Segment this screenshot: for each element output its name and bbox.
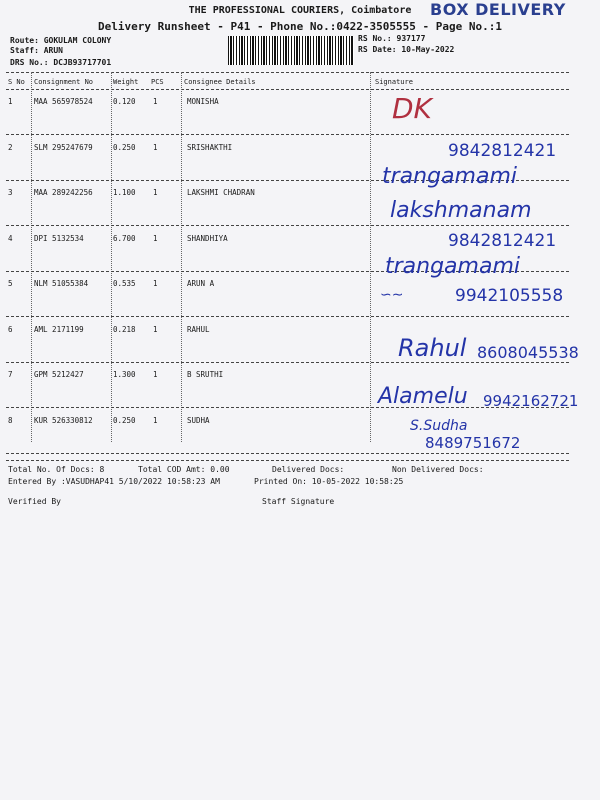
cell-consignment: DPI 5132534: [34, 233, 84, 243]
handwritten-signature: Rahul: [398, 334, 467, 362]
col-header-weight: Weight: [113, 78, 139, 86]
table-top-rule: [6, 72, 569, 73]
cell-consignee: LAKSHMI CHADRAN: [187, 188, 255, 197]
cell-consignee: RAHUL: [187, 324, 210, 334]
cell-sno: 7: [8, 370, 13, 379]
box-delivery-stamp: BOX DELIVERY: [430, 0, 566, 19]
cell-consignment: KUR 526330812: [34, 415, 93, 425]
handwritten-mark: ∽∼: [380, 287, 404, 303]
delivered-docs: Delivered Docs:: [272, 465, 345, 474]
cell-pcs: 1: [153, 233, 158, 243]
col-header-consignment: Consignment No: [34, 78, 94, 86]
handwritten-phone: 9942162721: [483, 392, 579, 410]
footer-rule: [6, 460, 569, 461]
cell-pcs: 1: [153, 279, 158, 288]
column-divider: [111, 72, 112, 442]
handwritten-signature: Alamelu: [378, 384, 468, 409]
cell-pcs: 1: [153, 370, 158, 379]
col-header-consignee: Consignee Details: [184, 78, 256, 86]
col-header-signature: Signature: [375, 78, 413, 86]
cell-consignee: SRISHAKTHI: [187, 142, 233, 152]
handwritten-signature: S.Sudha: [410, 418, 468, 434]
handwritten-phone: 9842812421: [448, 141, 557, 161]
staff-label: Staff: ARUN: [10, 46, 63, 55]
cell-sno: 6: [8, 324, 13, 334]
drs-number: DRS No.: DCJB93717701: [10, 58, 112, 67]
cell-pcs: 1: [153, 142, 158, 152]
handwritten-signature: trangamami: [382, 164, 517, 189]
cell-weight: 0.250: [113, 142, 136, 152]
handwritten-phone: 8608045538: [477, 343, 579, 362]
table-header-rule: [6, 89, 569, 90]
handwritten-signature: lakshmanam: [390, 198, 532, 223]
cell-sno: 2: [8, 142, 13, 152]
verified-by: Verified By: [8, 497, 61, 506]
cell-sno: 5: [8, 279, 13, 288]
cell-consignment: NLM 51055384: [34, 279, 89, 288]
route-label: Route: GOKULAM COLONY: [10, 36, 112, 45]
cell-consignment: GPM 5212427: [34, 370, 84, 379]
cell-pcs: 1: [153, 97, 158, 106]
row-separator: [6, 316, 569, 317]
cell-weight: 0.218: [113, 324, 136, 334]
handwritten-signature: trangamami: [385, 254, 520, 279]
cell-consignee: MONISHA: [187, 97, 219, 106]
cell-consignment: AML 2171199: [34, 324, 84, 334]
row-separator: [6, 134, 569, 135]
cell-consignment: SLM 295247679: [34, 142, 93, 152]
cell-pcs: 1: [153, 324, 158, 334]
row-separator: [6, 453, 569, 454]
rs-number: RS No.: 937177: [358, 34, 426, 43]
rs-date: RS Date: 10-May-2022: [358, 45, 455, 54]
row-separator: [6, 225, 569, 226]
runsheet-subtitle: Delivery Runsheet - P41 - Phone No.:0422-3505555 - Page No.:1: [98, 20, 502, 33]
staff-signature: Staff Signature: [262, 497, 335, 506]
cell-consignee: SUDHA: [187, 415, 210, 425]
cell-consignee: SHANDHIYA: [187, 233, 228, 243]
col-header-sno: S No: [8, 78, 25, 86]
cell-consignment: MAA 565978524: [34, 97, 93, 106]
document-title: THE PROFESSIONAL COURIERS, Coimbatore: [188, 5, 412, 16]
col-header-pcs: PCS: [151, 78, 164, 86]
cell-sno: 3: [8, 188, 13, 197]
handwritten-phone: 9842812421: [448, 231, 557, 251]
total-docs: Total No. Of Docs: 8: [8, 465, 105, 474]
cell-pcs: 1: [153, 188, 158, 197]
cell-sno: 1: [8, 97, 13, 106]
cell-weight: 0.535: [113, 279, 136, 288]
cell-consignee: ARUN A: [187, 279, 215, 288]
cell-consignment: MAA 289242256: [34, 188, 93, 197]
column-divider: [181, 72, 182, 442]
column-divider: [370, 72, 371, 442]
entered-by: Entered By :VASUDHAP41 5/10/2022 10:58:23 AM: [8, 477, 220, 486]
cell-weight: 0.250: [113, 415, 136, 425]
cell-weight: 1.300: [113, 370, 136, 379]
cell-weight: 0.120: [113, 97, 136, 106]
cell-sno: 8: [8, 415, 13, 425]
cell-pcs: 1: [153, 415, 158, 425]
handwritten-phone: 8489751672: [425, 434, 521, 452]
column-divider: [31, 72, 32, 442]
total-cod: Total COD Amt: 0.00: [138, 465, 230, 474]
cell-consignee: B SRUTHI: [187, 370, 224, 379]
cell-weight: 1.100: [113, 188, 136, 197]
cell-sno: 4: [8, 233, 13, 243]
cell-weight: 6.700: [113, 233, 136, 243]
barcode: [228, 36, 354, 65]
printed-on: Printed On: 10-05-2022 10:58:25: [254, 477, 404, 486]
handwritten-initials: DK: [392, 92, 432, 125]
non-delivered-docs: Non Delivered Docs:: [392, 465, 484, 474]
handwritten-phone: 9942105558: [455, 286, 564, 306]
